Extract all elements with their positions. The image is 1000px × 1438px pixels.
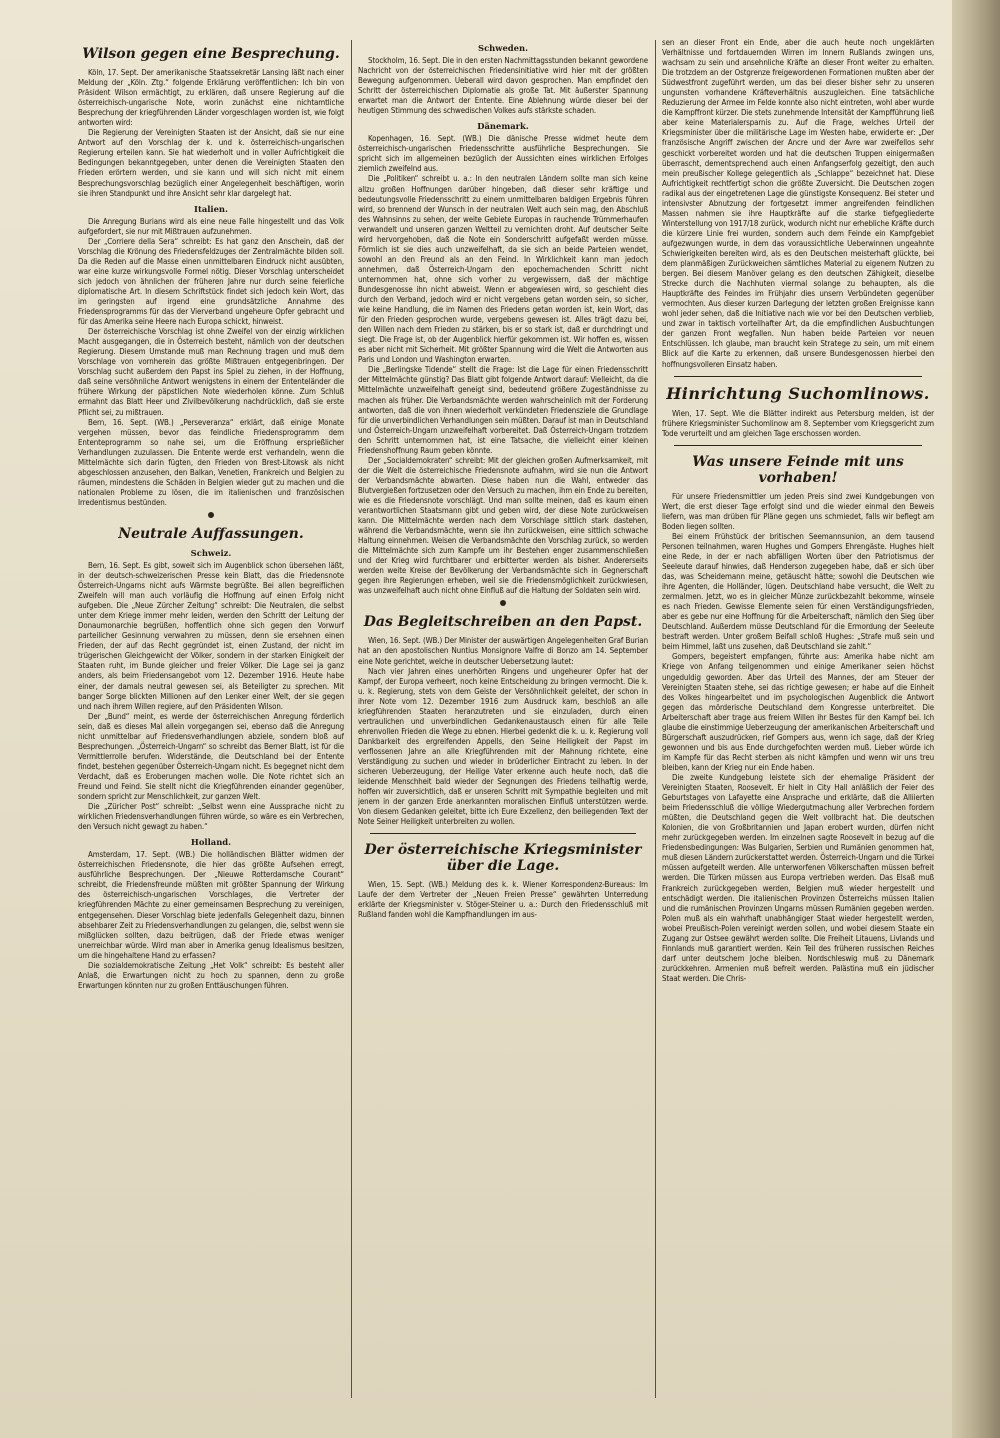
divider (674, 445, 922, 446)
headline-feinde: Was unsere Feinde mit uns vorhaben! (692, 453, 904, 486)
subheading-daenemark: Dänemark. (477, 121, 529, 132)
paragraph: Der „Socialdemokraten“ schreibt: Mit der gleichen großen Aufmerksamkeit, mit der die Welt die österreichische Friedensnote aufnahm, wird sie nun die Antwort der Verbandsmächte abwarten. Diese haben nun die Wahl, entweder das Blutvergießen fortzusetzen oder den Versuch zu machen, ihm ein Ende zu bereiten, wie es die Friedensnote vorschlägt. Und man sollte meinen, daß es kaum einen verantwortlichen Staatsmann gibt und geben wird, der diese Note zurückweisen kann. Die Mittelmächte werden nach dem Vorschlage sittlich stark dastehen, während die Verbandsmächte, wenn sie ihn zurückweisen, eine sittlich schwache Haltung einnehmen. Weisen die Verbandsmächte den Vorschlag zurück, so werden die Mittelmächte sich zum Kampfe um ihr Bestehen enger zusammenschließen und der Krieg wird furchtbarer und erbitterter werden als bisher. Andererseits werden weite Kreise der Bevölkerung der Verbandsmächte sich in Gegnerschaft gegen ihre Regierungen erheben, weil sie die Friedensmöglichkeit zurückwiesen, was unzweifelhaft auch nicht ohne Einfluß auf die Haltung der Soldaten sein wird. (358, 455, 648, 596)
paragraph: Amsterdam, 17. Sept. (WB.) Die holländischen Blätter widmen der österreichischen Friedensnote, die hier das größte Aufsehen erregt, ausführliche Besprechungen. Der „Nieuwe Rotterdamsche Courant“ schreibt, die Friedensfreunde müßten mit größter Spannung der Wirkung des österreichisch-ungarischen Vorschlages, die Vertreter der kriegführenden Mächte zu einer gemeinsamen Besprechung zu vereinigen, entgegensehen. Dieser Vorschlag biete jedenfalls Gelegenheit dazu, binnen absehbarer Zeit zu Friedensverhandlungen zu gelangen, die, selbst wenn sie mißglücken sollten, dazu beitrügen, daß der Friede etwas weniger unerreichbar würde. Wird man aber in Amerika genug Idealismus besitzen, um die hingehaltene Hand zu erfassen? (78, 850, 344, 960)
headline-kriegsminister: Der österreichische Kriegsminister über die Lage. (364, 842, 642, 875)
column-1 (78, 38, 344, 1400)
paragraph: Wien, 17. Sept. Wie die Blätter indirekt aus Petersburg melden, ist der frühere Kriegsminister Suchomlinow am 8. September vom Kriegsgericht zum Tode verurteilt und am gleichen Tage erschossen worden. (662, 408, 934, 438)
paragraph: Wien, 15. Sept. (WB.) Meldung des k. k. Wiener Korrespondenz-Bureaus: Im Laufe der dem Vertreter der „Neuen Freien Presse“ gewährten Unterredung erklärte der Kriegsminister v. Stöger-Steiner u. a.: Durch den Friedensschluß mit Rußland fanden wohl die Kampfhandlungen im aus- (358, 880, 648, 920)
paragraph: Bern, 16. Sept. (WB.) „Perseveranza“ erklärt, daß einige Monate vergehen müssen, bevor das feindliche Friedensprogramm dem Ententeprogramm so nahe sei, um die Eröffnung ersprießlicher Verhandlungen zuzulassen. Die Entente werde erst verhandeln, wenn die Mittelmächte sich darin fügten, den Frieden von Brest-Litowsk als nicht abgeschlossen anzusehen, den Balkan, Venetien, Frankreich und Belgien zu räumen, mindestens die Schäden in Belgien wieder gut zu machen und die nationalen Probleme zu lösen, die im italienischen und französischen Irredentismus bestünden. (78, 417, 344, 507)
paragraph: Der „Corriere della Sera“ schreibt: Es hat ganz den Anschein, daß der Vorschlag die Krönung des Friedensfeldzuges der Zentralmächte bilden soll. Da die Reden auf die Masse einen unmittelbaren Eindruck nicht ausübten, war eine kurze wirkungsvolle Formel nötig. Dieser Vorschlag unterscheidet sich jedoch von ähnlichen der früheren Jahre nur durch seine feierliche diplomatische Art. In diesem Schriftstück findet sich jedoch kein Wort, das im geringsten auf irgend eine grundsätzliche Annahme des Friedensprogramms für das der Vierverband ungeheure Opfer gebracht und für das Amerika seine Heere nach Europa schickt, hinweist. (78, 236, 344, 327)
column-rule (351, 40, 352, 1398)
divider (674, 376, 922, 377)
paragraph: Die „Züricher Post“ schreibt: „Selbst wenn eine Aussprache nicht zu wirklichen Friedensverhandlungen führen würde, so wäre es ein Verbrechen, den Versuch nicht gewagt zu haben.“ (78, 802, 344, 832)
headline-wilson: Wilson gegen eine Besprechung. (82, 46, 340, 62)
paragraph: Die sozialdemokratische Zeitung „Het Volk“ schreibt: Es besteht aller Anlaß, die Erwartungen nicht zu hoch zu spannen, denn zu große Erwartungen könnten nur zu großen Enttäuschungen führen. (78, 960, 344, 990)
paragraph: Die zweite Kundgebung leistete sich der ehemalige Präsident der Vereinigten Staaten, Roosevelt. Er hielt in City Hall anläßlich der Feier des Geburtstages von Lafayette eine Ansprache und erklärte, daß die Alliierten beim Friedensschluß die völlige Wiedergutmachung aller Verbrechen fordern müßten, die Deutschland gegen die Welt vollbracht hat. Die deutschen Kolonien, die von Großbritannien und Japan erobert wurden, dürfen nicht mehr zurückgegeben werden. Im einzelnen sagte Roosevelt in bezug auf die Friedensbedingungen: Was Bulgarien, Serbien und Rumänien genommen hat, muß diesen Ländern zurückerstattet werden. Österreich-Ungarn und die Türkei müssen aufgeteilt werden. Alle unterworfenen Völkerschaften müssen befreit werden. Die Türken müssen aus Europa vertrieben werden. Das Elsaß muß Frankreich zurückgegeben werden, Belgien muß wieder hergestellt und entschädigt werden. Die italienischen Provinzen Österreichs müssen Italien und die rumänischen Provinzen Ungarns müssen Rumänien gegeben werden. Polen muß als ein wahrhaft unabhängiger Staat wieder hergestellt werden, wobei Preußisch-Polen vereinigt werden sollen, und wobei diesem Staate ein Zugang zur Ostsee gewährt werden sollte. Die Freiheit Litauens, Livlands und Finnlands muß garantiert werden. Kein Teil des früheren russischen Reiches darf unter deutschem Joche bleiben. Nordschleswig muß zu Dänemark zurückkehren. Armenien muß befreit werden. Palästina muß ein jüdischer Staat werden. Die Chris- (662, 773, 934, 983)
paragraph: Der „Bund“ meint, es werde der österreichischen Anregung förderlich sein, daß es dieses Mal allein vorgegangen sei, ebenso daß die Anregung nicht unmittelbar auf Friedensverhandlungen abziele, sondern bloß auf Besprechungen. „Österreich-Ungarn“ so schreibt das Berner Blatt, ist für die Vermittlerrolle berufen. Widerstände, die Deutschland bei der Entente findet, bestehen gegenüber Österreich-Ungarn nicht. Es begegnet nicht dem Verdacht, daß es Eroberungen machen wolle. Die Note richtet sich an Freund und Feind. Sie stellt nicht die Kriegführenden einander gegenüber, sondern spricht zur Menschlichkeit, zur ganzen Welt. (78, 711, 344, 802)
page-edge (952, 0, 1000, 1438)
subheading-holland: Holland. (190, 837, 232, 848)
headline-papst: Das Begleitschreiben an den Papst. (363, 614, 643, 631)
headline-neutral: Neutrale Auffassungen. (118, 525, 304, 542)
paragraph: Bern, 16. Sept. Es gibt, soweit sich im Augenblick schon übersehen läßt, in der deutsch-schweizerischen Presse kein Blatt, das die Friedensnote Österreich-Ungarns nicht aufs Wärmste begrüßte. Bei allen begreiflichen Zweifeln will man auch vorläufig die Hoffnung auf einen Erfolg nicht aufgeben. Die „Neue Zürcher Zeitung“ schreibt: Die Neutralen, die selbst unter dem Kriege immer mehr leiden, werden den Schritt der Leitung der Donaumonarchie begrüßen, hoffentlich ohne sich gegen den Vorwurf parteilicher Gesinnung verwahren zu müssen, denn sie ersehnen einen Frieden, der auf das Recht gegründet ist, einen Zustand, der nicht im trügerischen Gleichgewicht der Völker, sondern in der starken Einigkeit der Staaten ruht, im Bunde gleicher und freier Völker. Die Lage sei ja ganz anders, als beim Friedensangebot vom 12. Dezember 1916. Heute habe einer, der damals neutral gewesen sei, als Beteiligter zu sprechen. Mit banger Sorge blickten Millionen auf den Lenker einer Welt, der sie gegen und nach ihrem Willen regiere, auf den Präsidenten Wilson. (78, 560, 344, 711)
paragraph: Die Anregung Burians wird als eine neue Falle hingestellt und das Volk aufgefordert, sie nur mit Mißtrauen aufzunehmen. (78, 216, 344, 236)
paragraph: Nach vier Jahren eines unerhörten Ringens und ungeheurer Opfer hat der Kampf, der Europa verheert, noch keine Entscheidung zu bringen vermocht. Die k. u. k. Regierung, stets von dem Geiste der Versöhnlichkeit geleitet, der schon in ihrer Note vom 12. Dezember 1916 zum Ausdruck kam, beschloß an alle kriegführenden Staaten heranzutreten und sie einzuladen, durch einen vertraulichen und unverbindlichen Gedankenaustausch einen für alle Teile ehrenvollen Frieden die Wege zu ebnen. Hierbei gedenkt die k. u. k. Regierung voll Dankbarkeit des ergreifenden Appells, den Seine Heiligkeit der Papst im verflossenen Jahre an alle Kriegführenden mit der Mahnung richtete, eine Verständigung zu suchen und wieder in brüderlicher Eintracht zu leben. In der sicheren Ueberzeugung, der Heilige Vater erkenne auch heute noch, daß die leidende Menschheit bald wieder der Segnungen des Friedens teilhaftig werde, hoffen wir zuversichtlich, daß er unseren Schritt mit Sympathie begleiten und mit jenem in der ganzen Erde anerkannten moralischen Einfluß unterstützen werde. Von diesem Gedanken geleitet, bitte ich Eure Exzellenz, den beiliegenden Text der Note Seiner Heiligkeit unterbreiten zu wollen. (358, 666, 648, 827)
paragraph: Für unsere Friedensmittler um jeden Preis sind zwei Kundgebungen von Wert, die erst dieser Tage erfolgt sind und die wieder einmal den Beweis liefern, was man drüben für Pläne gegen uns schmiedet, falls wir beflegt am Boden liegen sollten. (662, 491, 934, 531)
subheading-schweden: Schweden. (478, 43, 528, 53)
paragraph: Stockholm, 16. Sept. Die in den ersten Nachmittagsstunden bekannt gewordene Nachricht von der österreichischen Friedensinitiative wird hier mit der größten Bewegung aufgenommen. Ueberall wird davon gesprochen. Man empfindet den Schritt der österreichischen Diplomatie als große Tat. Mit äußerster Spannung erwartet man die Antwort der Entente. Eine Ablehnung würde dieser bei der heutigen Stimmung des schwedischen Volkes aufs stärkste schaden. (358, 56, 648, 116)
column-rule (655, 40, 656, 1398)
separator-dot (500, 600, 506, 606)
headline-hinrichtung: Hinrichtung Suchomlinows. (666, 383, 930, 403)
paragraph: Kopenhagen, 16. Sept. (WB.) Die dänische Presse widmet heute dem österreichisch-ungarischen Friedensschritte ausführliche Besprechungen. Sie spricht sich im allgemeinen bezüglich der Aussichten eines wirklichen Erfolges ziemlich zweifelnd aus. (358, 134, 648, 174)
subheading-schweiz: Schweiz. (190, 547, 232, 558)
paragraph: Die „Politiken“ schreibt u. a.: In den neutralen Ländern sollte man sich keine allzu großen Hoffnungen darüber hingeben, daß dieser sehr kräftige und bedeutungsvolle Friedensschritt zu einem unmittelbaren baldigen Ergebnis führen wird, so brennend der Wunsch in der neutralen Welt auch sein mag, den Abschluß des Wahnsinns zu sehen, der weite Gebiete Europas in rauchende Trümmerhaufen verwandelt und unseren ganzen Weltteil zu vernichten droht. Auf deutscher Seite wird hervorgehoben, daß die Note ein Sonderschritt aufgefaßt werden müsse. Förmlich ist sie dies auch unzweifelhaft, da sie sich an beide Parteien wendet, sowohl an den Freund als an den Feind. In Wirklichkeit kann man jedoch annehmen, daß Österreich-Ungarn den epochemachenden Schritt nicht unternommen hat, ohne sich vorher zu vergewissern, daß der mächtige Bundesgenosse ihn nicht abweist. Wenn er abgewiesen wird, so geschieht dies durch den Verband, jedoch wird er nicht vergebens getan worden sein, so sicher, wie keine Handlung, die im Namen des Friedens getan worden ist, kein Wort, das für den Frieden gesprochen wurde, vergebens gewesen ist. Alles trägt dazu bei, den Willen nach dem Frieden zu stärken, bis er so stark ist, daß er durchdringt und siegt. Die Frage ist, ob der Augenblick hierfür gekommen ist. Wir hoffen es, wissen es aber nicht mit Sicherheit. Mit größter Spannung wird die Welt die Antworten aus Paris und London und Washington erwarten. (358, 174, 648, 365)
paragraph: Die Regierung der Vereinigten Staaten ist der Ansicht, daß sie nur eine Antwort auf den Vorschlag der k. und k. österreichisch-ungarischen Regierung erteilen kann. Sie hat wiederholt und in voller Aufrichtigkeit die Bedingungen bekanntgegeben, unter denen die Vereinigten Staaten den Frieden erörtern werden, und sie kann und will sich nicht mit einem Besprechungsvorschlag bezüglich einer Angelegenheit beschäftigen, worin sie ihren Standpunkt und ihre Ansicht sehr klar dargelegt hat. (78, 128, 344, 198)
separator-dot (208, 512, 214, 518)
paragraph: Köln, 17. Sept. Der amerikanische Staatssekretär Lansing läßt nach einer Meldung der „Köln. Ztg.“ folgende Erklärung veröffentlichen: Ich bin von Präsident Wilson ermächtigt, zu erklären, daß unsere Regierung auf die österreichisch-ungarische Note, worin zunächst eine nichtamtliche Besprechung der kriegführenden Länder vorgeschlagen worden ist, wie folgt antworten wird: (78, 68, 344, 128)
paragraph: sen an dieser Front ein Ende, aber die auch heute noch ungeklärten Verhältnisse und fortdauernden Wirren im Innern Rußlands zwingen uns, wachsam zu sein und ansehnliche Kräfte an dieser Front weiter zu erhalten. Die trotzdem an der Ostgrenze freigewordenen Formationen mußten aber der Südwestfront zugeführt werden, um das bei dieser bisher sehr zu unseren ungunsten vorhandene Kräfteverhältnis auszugleichen. Eine tatsächliche Reduzierung der Armee im Felde konnte also nicht eintreten, wohl aber wurde die Kampffront kürzer. Die stets zunehmende Intensität der Kampfführung ließ aber keine Materialersparnis zu. Auf die Frage, welches Urteil der Kriegsminister über die militärische Lage im Westen habe, erwiderte er: „Der französische Angriff zwischen der Ancre und der Avre war zweifellos sehr geschickt vorbereitet worden und hat die deutschen Truppen einigermaßen überrascht, dementsprechend auch einen Anfangserfolg gezeitigt, den auch mein preußischer Kollege gelegentlich als „Schlappe“ bezeichnet hat. Diese Aufrichtigkeit rechtfertigt schon die größte Zuversicht. Die Deutschen zogen radikal aus der eingetretenen Lage die günstigste Konsequenz. Bei steter und intensivster Abnutzung der fortgesetzt immer angreifenden feindlichen Massen nahmen sie ihre Hauptkräfte auf die starke tiefgegliederte Winterstellung von 1917/18 zurück, wodurch nicht nur erhebliche Kräfte durch die kürzere Linie frei wurden, sondern auch dem Feinde ein Kampfgebiet aufgezwungen wurde, in dem das voraussichtliche Ueberwinnen ungeahnte Schwierigkeiten bereiten wird, als es den Deutschen meisterhaft glückte, bei dem planmäßigen Zurückweichen sämtliches Material zu eigenem Nutzen zu bergen. Bei diesem Manöver gelang es den deutschen Zähigkeit, dieselbe Strecke durch die Nachhuten viermal solange zu behaupten, als die Hauptkräfte des Feindes im Frühjahr dies unsern Verbündeten gegenüber vermochten. Aus dieser kurzen Darlegung der letzten großen Ereignisse kann wohl jeder sehen, daß die Initiative nach wie vor bei den Deutschen verblieb, und zwar in taktisch vorteilhafter Art, da die empfindlichen Ausbuchtungen der ganzen Front wegfallen. Nun haben beide Parteien vor neuen Entschlüssen. Ich glaube, man braucht kein Stratege zu sein, um mit einem Blick auf die Karte zu erkennen, daß unsere Bundesgenossen hierbei den hoffnungsvolleren Einsatz haben. (662, 38, 934, 369)
paragraph: Gompers, begeistert empfangen, führte aus: Amerika habe nicht am Kriege von Anfang teilgenommen und einige Amerikaner seien höchst ungeduldig geworden. Aber das Urteil des Mannes, der am Steuer der Vereinigten Staaten stehe, sei das richtige gewesen; er habe auf die Einheit des Volkes hingearbeitet und im psychologischen Augenblick die Antwort gegen das mörderische Deutschland dem Kongresse unterbreitet. Die Arbeiterschaft aber trage aus freiem Willen ihr Bestes für den Kampf bei. Ich glaube die einstimmige Ueberzeugung der amerikanischen Arbeiterschaft und Bürgerschaft auszudrücken, rief Gompers aus, wenn ich sage, daß der Krieg gewonnen und bis aus Ende durchgefochten werden muß. Lieber würde ich im Kampfe für das Recht sterben als nicht kämpfen und wenn wir uns treu bleiben, kann der Krieg nur ein Ende haben. (662, 652, 934, 772)
column-3 (662, 38, 934, 1400)
paragraph: Der österreichische Vorschlag ist ohne Zweifel von der einzig wirklichen Macht ausgegangen, die in Österreich besteht, nämlich von der deutschen Regierung. Diesem Umstande muß man Rechnung tragen und muß dem Vorschlage von vornherein das größte Mißtrauen entgegenbringen. Der Vorschlag sucht außerdem den Papst ins Spiel zu ziehen, in der Hoffnung, daß seine versöhnliche Antwort wenigstens in einem der Ententeländer die frühere Wirkung der päpstlichen Note wiederholen könne. Zum Schluß ermahnt das Blatt Heer und Zivilbevölkerung nachdrücklich, daß sie erste Pflicht sei, zu mißtrauen. (78, 327, 344, 417)
column-2 (358, 38, 648, 1400)
paragraph: Die „Berlingske Tidende“ stellt die Frage: Ist die Lage für einen Friedensschritt der Mittelmächte günstig? Das Blatt gibt folgende Antwort darauf: Vielleicht, da die Mittelmächte unzweifelhaft geneigt sind, bedeutend größere Zugeständnisse zu machen als früher. Die Verbandsmächte werden wahrscheinlich mit der Forderung antworten, daß die von ihnen wiederholt verkündeten Friedensziele die Grundlage für die unverbindlichen Verhandlungen sein müßten. Darauf ist man in Deutschland und Österreich-Ungarn unzweifelhaft vorbereitet. Daß Österreich-Ungarn trotzdem den Schritt unternommen hat, ist eine Tatsache, die vielleicht einer kleinen Friedenshoffnung Raum geben könnte. (358, 365, 648, 455)
paragraph: Wien, 16. Sept. (WB.) Der Minister der auswärtigen Angelegenheiten Graf Burian hat an den apostolischen Nuntius Monsignore Valfre di Bonzo am 14. September eine Note gerichtet, welche in deutscher Uebersetzung lautet: (358, 636, 648, 666)
subheading-italien: Italien. (194, 203, 228, 214)
paragraph: Bei einem Frühstück der britischen Seemannsunion, an dem tausend Personen teilnahmen, waren Hughes und Gompers Ehrengäste. Hughes hielt eine Rede, in der er nach abfälligen Worten über den Patriotismus der Seeleute darauf hinwies, daß Henderson zugegeben habe, daß er sich über das, was Scheidemann meine, getäuscht hätte; sowohl die Deutschen wie ihre Agenten, die Holländer, lügen. Deutschland habe versucht, die Welt zu zermalmen. Jetzt, wo es in gleicher Münze zurückbezahlt bekomme, winsele es nach Frieden. Gewisse Elemente seien für einen Verständigungsfrieden, aber es gebe nur eine Hoffnung für die Arbeiterschaft, nämlich den Sieg über Deutschland. Außerdem müsse Deutschland für die Ermordung der Seeleute bestraft werden. Unter großem Beifall schloß Hughes: „Strafe muß sein und beim Himmel, laßt uns zusehen, daß Deutschland sie zahlt.“ (662, 531, 934, 652)
divider (370, 833, 636, 834)
